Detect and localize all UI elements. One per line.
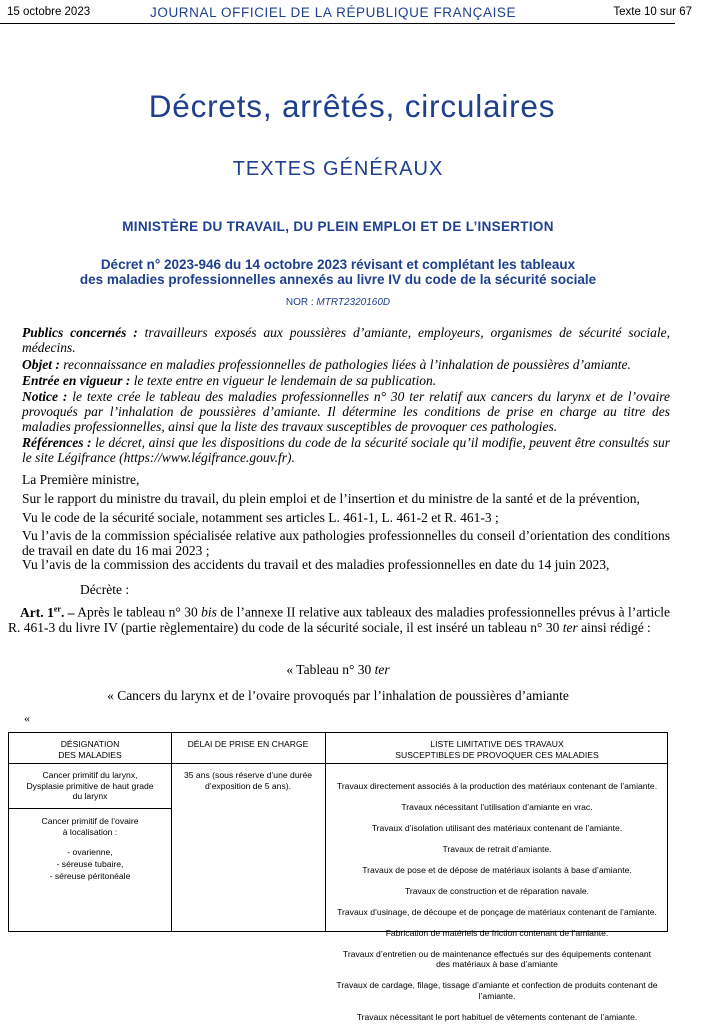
decree-title-line2: des maladies professionnelles annexés au livre IV du code de la sécurité sociale [79, 272, 597, 287]
header-delai: DÉLAI DE PRISE EN CHARGE [187, 739, 309, 749]
text-counter: Texte 10 sur 67 [613, 6, 692, 18]
summary-publics [22, 325, 670, 355]
ministry-title: MINISTÈRE DU TRAVAIL, DU PLEIN EMPLOI ET DE L’INSERTION [122, 219, 554, 234]
article-1-ter: ter [562, 619, 578, 635]
header-date: 15 octobre 2023 [7, 6, 91, 18]
article-1-number: Art. 1 [20, 604, 54, 620]
decree-title-line1: Décret n° 2023-946 du 14 octobre 2023 révisant et complétant les tableaux [100, 257, 576, 272]
summary-text: reconnaissance en maladies professionnelles de pathologies liées à l’inhalation de poussières d’amiante. [59, 357, 631, 372]
disease-ovaire: Cancer primitif de l’ovaire à localisation : [41, 816, 139, 837]
disease-ovaire-item: - séreuse péritonéale [49, 871, 131, 881]
travaux-item: Travaux de pose et de dépose de matériaux isolants à base d’amiante. [362, 864, 632, 875]
tableau-title [0, 662, 676, 678]
article-1-text: Après le tableau n° 30 [74, 604, 202, 620]
travaux-list [327, 770, 667, 1033]
vu-avis-commission-specialisee: Vu l’avis de la commission spécialisée relative aux pathologies professionnelles du conseil d’orientation des conditions de travail en date du 16 mai 2023 ; [22, 528, 670, 559]
decree-title [40, 257, 636, 287]
tableau-title-ter: ter [374, 662, 390, 677]
summary-notice [22, 389, 670, 435]
summary-text: le décret, ainsi que les dispositions du code de la sécurité sociale qu’il modifie, peuvent être consultés sur le site Légifrance (https://www.légifrance.gouv.fr). [22, 435, 670, 466]
subsection-title: TEXTES GÉNÉRAUX [232, 158, 444, 180]
header-travaux: LISTE LIMITATIVE DES TRAVAUX SUSCEPTIBLES DE PROVOQUER CES MALADIES [395, 739, 599, 760]
summary-text: travailleurs exposés aux poussières d’amiante, employeurs, organismes de sécurité sociale, médecins. [22, 325, 670, 356]
travaux-item: Travaux de construction et de réparation navale. [404, 885, 590, 896]
summary-label: Entrée en vigueur : [22, 373, 131, 388]
article-1-label [20, 605, 75, 620]
tableau-subtitle: « Cancers du larynx et de l’ovaire provoqués par l’inhalation de poussières d’amiante [107, 688, 569, 703]
article-1-bis: bis [201, 604, 217, 620]
decrete: Décrète : [80, 582, 130, 597]
delai-prise-en-charge: 35 ans (sous réserve d’une durée d’exposition de 5 ans). [183, 770, 313, 791]
travaux-item: Travaux nécessitant le port habituel de vêtements contenant de l’amiante. [356, 1011, 638, 1022]
summary-objet [22, 357, 670, 372]
article-1-dash: . – [60, 604, 75, 620]
disease-ovaire-item: - séreuse tubaire, [56, 859, 124, 869]
summary-text: le texte crée le tableau des maladies professionnelles n° 30 ter relatif aux cancers du larynx et de l’ovaire provoqués par l’inhalation de poussières d’amiante. Il détermine les conditions de prise en charge au titre des maladies professionnelles, ainsi que la liste des travaux susceptibles de provoquer ces pathologies. [22, 389, 670, 435]
summary-label: Publics concernés : [22, 325, 138, 340]
article-1-text: de l’annexe II relative aux tableaux des maladies professionnelles prévus à l’article R. 461-3 du livre IV (partie règlementaire) du code de la sécurité sociale, il est inséré un tableau n° 30 [8, 604, 670, 635]
travaux-item: Travaux de cardage, filage, tissage d’amiante et confection de produits contenant de l’amiante. [336, 980, 658, 1001]
summary-label: Références : [22, 435, 92, 450]
article-1 [8, 601, 670, 635]
maladies-table [8, 732, 668, 1022]
disease-larynx: Cancer primitif du larynx, Dysplasie primitive de haut grade du larynx [26, 770, 154, 801]
vu-avis-commission-accidents: Vu l’avis de la commission des accidents du travail et des maladies professionnelles en date du 14 juin 2023, [22, 557, 610, 572]
travaux-item: Travaux de retrait d’amiante. [442, 843, 552, 854]
header-designation: DÉSIGNATION DES MALADIES [58, 739, 122, 760]
travaux-item: Travaux d’entretien ou de maintenance effectués sur des équipements contenant des matériaux à base d’amiante [342, 948, 652, 969]
article-1-sup: er [53, 604, 61, 613]
travaux-item: Travaux d’isolation utilisant des matériaux contenant de l’amiante. [371, 822, 623, 833]
article-1-text: ainsi rédigé : [577, 619, 651, 635]
tableau-title-text: « Tableau n° 30 [286, 662, 375, 677]
travaux-item: Travaux d’usinage, de découpe et de ponçage de matériaux contenant de l’amiante. [337, 906, 657, 917]
travaux-item: Travaux directement associés à la production des matériaux contenant de l’amiante. [336, 780, 658, 791]
disease-ovaire-item: - ovarienne, [67, 847, 113, 857]
nor-reference [0, 297, 676, 308]
section-title: Décrets, arrêtés, circulaires [148, 88, 556, 124]
quote-mark: « [24, 711, 30, 725]
summary-label: Objet : [22, 357, 60, 372]
summary-entree [22, 373, 670, 388]
travaux-item: Travaux nécessitant l’utilisation d’amiante en vrac. [401, 801, 593, 812]
journal-title: JOURNAL OFFICIEL DE LA RÉPUBLIQUE FRANÇAISE [150, 5, 517, 20]
vu-code: Vu le code de la sécurité sociale, notamment ses articles L. 461-1, L. 461-2 et R. 461-3 ; [22, 510, 499, 525]
travaux-item: Fabrication de matériels de friction contenant de l’amiante. [385, 927, 609, 938]
header-divider [0, 23, 675, 24]
summary-label: Notice : [22, 389, 68, 404]
nor-value: MTRT2320160D [316, 297, 391, 308]
summary-text: le texte entre en vigueur le lendemain de sa publication. [130, 373, 437, 388]
sur-rapport: Sur le rapport du ministre du travail, du plein emploi et de l’insertion et du ministre de la santé et de la prévention, [22, 491, 640, 506]
nor-label: NOR : [285, 297, 317, 308]
premiere-ministre: La Première ministre, [22, 472, 140, 487]
summary-references [22, 435, 670, 465]
